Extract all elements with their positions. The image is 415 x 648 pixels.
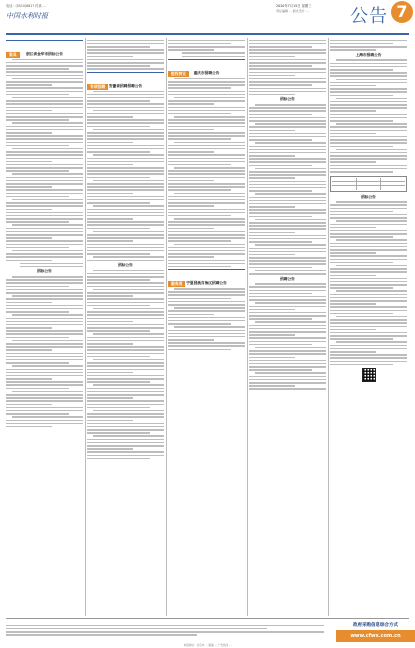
- notice-title: 安徽省招聘招聘公告: [108, 83, 143, 88]
- notice-body: [330, 40, 407, 51]
- header-meta: 电话：(0510)6817 传真 ...: [6, 4, 46, 8]
- footer-address: 本报地址：北京市 ... 邮编 ... 广告热线 ...: [183, 644, 232, 647]
- notice-body: [330, 201, 407, 365]
- category-label: 专项招聘: [87, 84, 108, 90]
- notice-title: 招标公告: [37, 269, 52, 274]
- page-header: [0, 0, 415, 38]
- category-label: 服务类: [168, 281, 185, 287]
- column-3: [168, 38, 245, 616]
- masthead: 中国水利时报: [6, 12, 48, 20]
- notice-body: [87, 40, 164, 70]
- editor-line: 责任编辑 ... 版式设计 ...: [276, 9, 309, 13]
- footer-ad-title: 政府采购信息综合方式: [353, 623, 398, 628]
- notice-title: 浙江省金华市招标公告: [26, 52, 63, 56]
- page-number-badge: 7: [391, 1, 413, 23]
- column-1: [6, 38, 83, 616]
- notice-title: 重庆市招聘公告: [193, 71, 220, 76]
- issue-date: 2020年7月15日 星期三: [276, 4, 312, 8]
- notice-body: [249, 104, 326, 274]
- category-label: 股权转让: [168, 71, 189, 77]
- notice-body: [6, 276, 83, 427]
- column-5: [330, 38, 407, 616]
- notice-body: [87, 270, 164, 460]
- column-4: [249, 38, 326, 616]
- notice-title: 招标公告: [361, 194, 376, 199]
- notice-body: [87, 91, 164, 261]
- category-label: 家具: [6, 52, 20, 58]
- column-divider: [85, 38, 86, 616]
- notice-body: [168, 288, 245, 350]
- column-divider: [328, 38, 329, 616]
- notice-body: [249, 283, 326, 390]
- column-2: [87, 38, 164, 616]
- notice-body: [6, 59, 83, 268]
- column-divider: [247, 38, 248, 616]
- qr-code-icon: [362, 368, 376, 382]
- footer-ad-url: www.cfwx.com.cn: [336, 630, 415, 642]
- notice-title: 上海市招聘公告: [355, 52, 382, 57]
- notice-title: 宁夏回族自治区招聘公告: [186, 281, 227, 286]
- section-title: 公告: [350, 6, 388, 27]
- notice-title: 招标公告: [118, 263, 133, 267]
- data-table: [330, 176, 407, 192]
- notice-body: [330, 59, 407, 172]
- notice-body: [168, 78, 245, 268]
- footer-text-block: [6, 623, 324, 637]
- header-rule: [6, 33, 409, 35]
- notice-title: 招聘公告: [280, 276, 295, 281]
- notice-body: [168, 40, 245, 57]
- notice-title: 招标公告: [280, 97, 295, 102]
- notice-body: [249, 40, 326, 96]
- page-footer: [6, 618, 409, 644]
- column-divider: [166, 38, 167, 616]
